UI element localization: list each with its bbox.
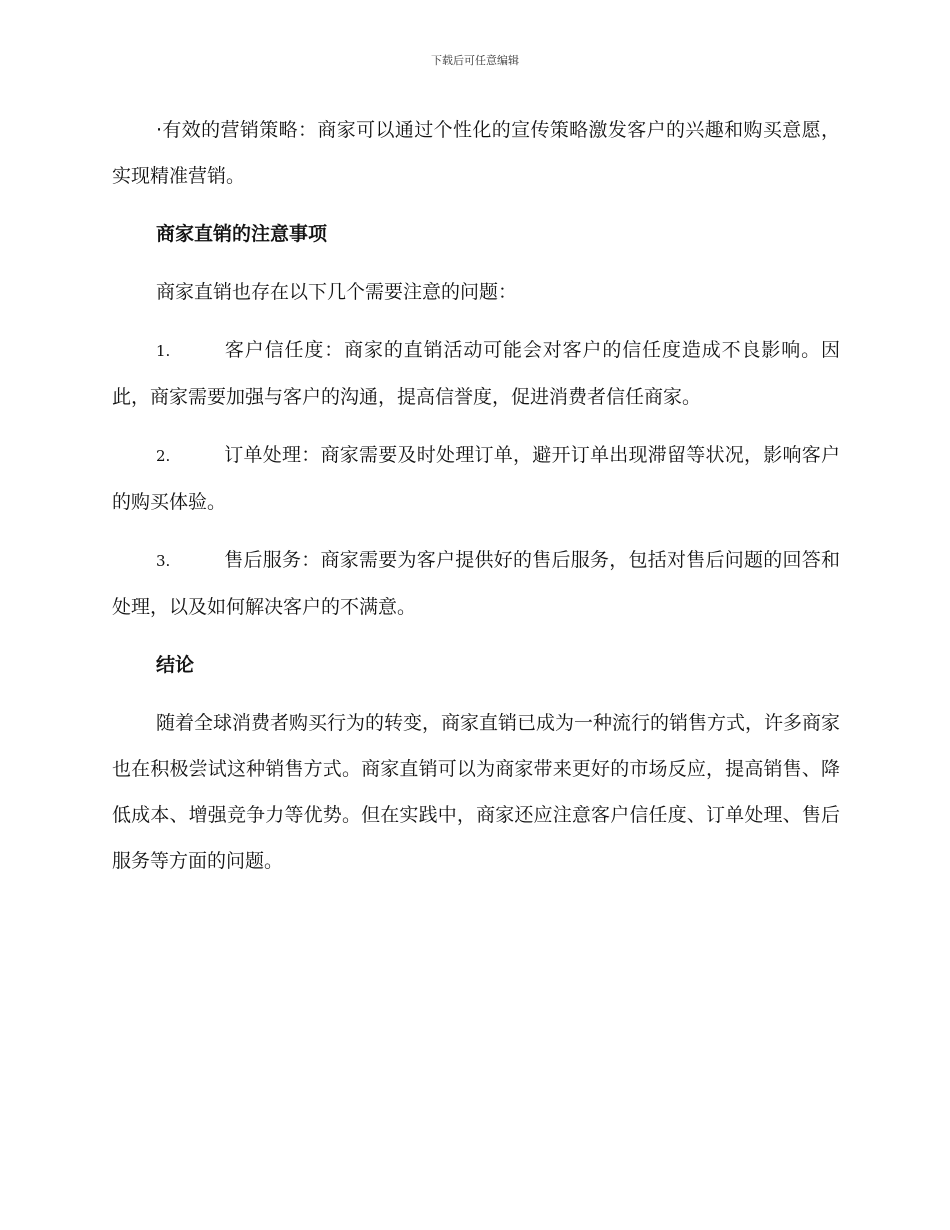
bullet-paragraph: ·有效的营销策略：商家可以通过个性化的宣传策略激发客户的兴趣和购买意愿，实现精准营销。 bbox=[112, 119, 840, 187]
list-text: 客户信任度：商家的直销活动可能会对客户的信任度造成不良影响。因此，商家需要加强与客户的沟通，提高信誉度，促进消费者信任商家。 bbox=[112, 339, 840, 408]
list-number: 2. bbox=[156, 447, 171, 465]
page-header: 下载后可任意编辑 bbox=[431, 54, 519, 67]
document-body bbox=[112, 107, 840, 896]
section-heading-notes: 商家直销的注意事项 bbox=[156, 223, 328, 245]
list-text: 订单处理：商家需要及时处理订单，避开订单出现滞留等状况，影响客户的购买体验。 bbox=[112, 444, 840, 513]
section-intro: 商家直销也存在以下几个需要注意的问题： bbox=[156, 281, 518, 303]
section-heading-conclusion: 结论 bbox=[156, 654, 195, 676]
list-number: 3. bbox=[156, 552, 171, 570]
list-item bbox=[112, 327, 840, 420]
list-item bbox=[112, 537, 840, 630]
list-text: 售后服务：商家需要为客户提供好的售后服务，包括对售后问题的回答和处理，以及如何解决客户的不满意。 bbox=[112, 549, 840, 618]
list-item bbox=[112, 432, 840, 525]
list-number: 1. bbox=[156, 342, 171, 360]
conclusion-paragraph: 随着全球消费者购买行为的转变，商家直销已成为一种流行的销售方式，许多商家也在积极尝试这种销售方式。商家直销可以为商家带来更好的市场反应，提高销售、降低成本、增强竞争力等优势。但在实践中，商家还应注意客户信任度、订单处理、售后服务等方面的问题。 bbox=[112, 712, 841, 872]
